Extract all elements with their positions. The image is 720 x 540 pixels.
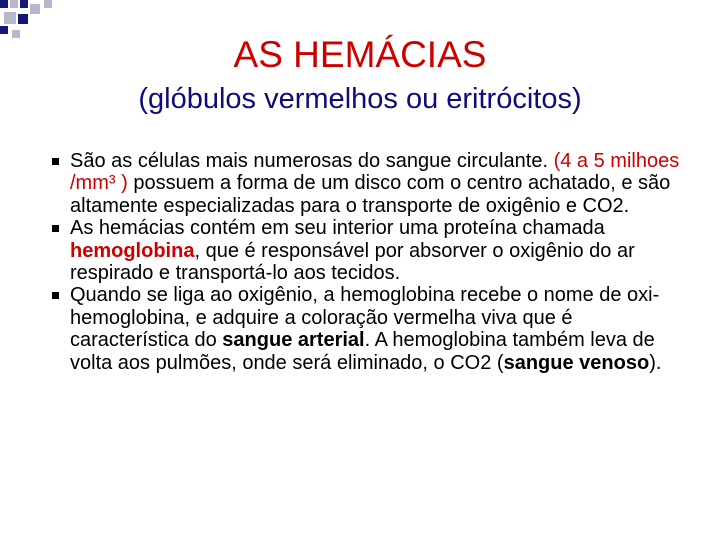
bullet-text: São as células mais numerosas do sangue circulante. <box>70 150 554 172</box>
bullet-red-text: (4 a 5 milhoes /mm³ ) <box>70 150 680 195</box>
bullet-text: ). <box>649 351 662 374</box>
bullet-bold-text: sangue venoso <box>503 351 650 374</box>
square-bullet-icon <box>52 158 59 165</box>
slide-title: AS HEMÁCIAS <box>233 34 487 75</box>
square-bullet-icon <box>52 225 59 232</box>
square-bullet-icon <box>52 292 59 299</box>
bullet-text: possuem a forma de um disco com o centro achatado, e são altamente especializadas para o transporte de oxigênio e CO2. <box>70 172 671 217</box>
bullet-text: Quando se liga ao oxigênio, a hemoglobina recebe o nome de oxi-hemoglobina, e adquire a coloração vermelha viva que é característica do <box>70 284 660 352</box>
bullet-list <box>52 150 692 374</box>
bullet-item <box>52 150 692 217</box>
bullet-item <box>52 217 692 284</box>
bullet-text: , que é responsável por absorver o oxigênio do ar respirado e transportá-lo aos tecidos. <box>70 239 635 285</box>
bullet-item <box>52 284 692 374</box>
bullet-bold-text: sangue arterial <box>222 329 365 352</box>
slide-subtitle: (glóbulos vermelhos ou eritrócitos) <box>138 83 582 115</box>
bullet-text: . A hemoglobina também leva de volta aos pulmões, onde será eliminado, o CO2 ( <box>70 329 655 374</box>
bullet-highlight-text: hemoglobina <box>70 239 195 262</box>
bullet-text: As hemácias contém em seu interior uma proteína chamada <box>70 217 605 240</box>
